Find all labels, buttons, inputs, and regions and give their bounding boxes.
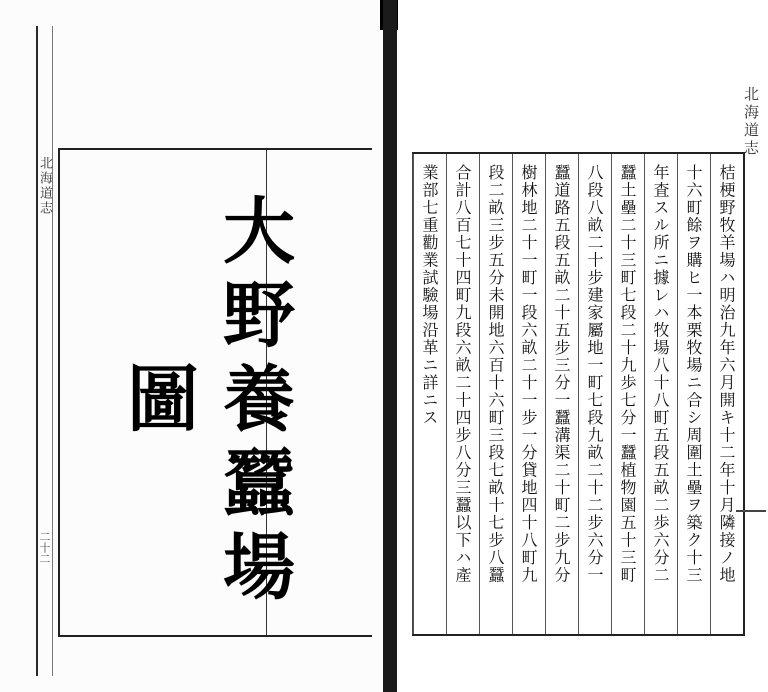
edge-rule bbox=[52, 26, 53, 676]
page-edge bbox=[30, 26, 56, 676]
text-column: 樹林地二十一町一段六畝二十一步一分貸地四十八町九 bbox=[512, 154, 545, 634]
page-title: 大野養蠶場圖 bbox=[115, 192, 296, 613]
book-binding bbox=[383, 0, 397, 692]
text-column: 年査スル所ニ據レハ牧場八十八町五段五畝二歩六分二 bbox=[644, 154, 677, 634]
edge-page-number: 二十二 bbox=[38, 531, 51, 564]
text-columns bbox=[413, 154, 743, 634]
page-header: 北海道志 bbox=[742, 86, 760, 158]
text-column: 八段八畝二十步建家屬地一町七段九畝二十二步六分一 bbox=[578, 154, 611, 634]
text-column: 蠶道路五段五畝二十五步三分一蠶溝渠二十町二步九分 bbox=[545, 154, 578, 634]
right-page bbox=[398, 0, 768, 692]
edge-rule bbox=[36, 26, 38, 676]
text-column: 桔梗野牧羊場ハ明治九年六月開キ十二年十月隣接ノ地 bbox=[710, 154, 743, 634]
text-column: 合計八百七十四町九段六畝二十四步八分三蠶以下ハ產 bbox=[446, 154, 479, 634]
left-page bbox=[0, 0, 380, 692]
text-column: 蠶土壘二十三町七段二十九歩七分一蠶植物園五十三町 bbox=[611, 154, 644, 634]
text-column: 十六町餘ヲ購ヒ一本栗牧場ニ合シ周圍土壘ヲ築ク十三 bbox=[677, 154, 710, 634]
edge-mark bbox=[736, 510, 766, 512]
title-frame bbox=[58, 148, 372, 637]
text-column: 段二畝三步五分未開地六百十六町三段七畝十七步八蠶 bbox=[479, 154, 512, 634]
text-frame bbox=[412, 152, 745, 636]
edge-label: 北海道志 bbox=[37, 156, 52, 216]
text-column: 業部七重勸業試驗場沿革ニ詳ニス bbox=[413, 154, 446, 634]
